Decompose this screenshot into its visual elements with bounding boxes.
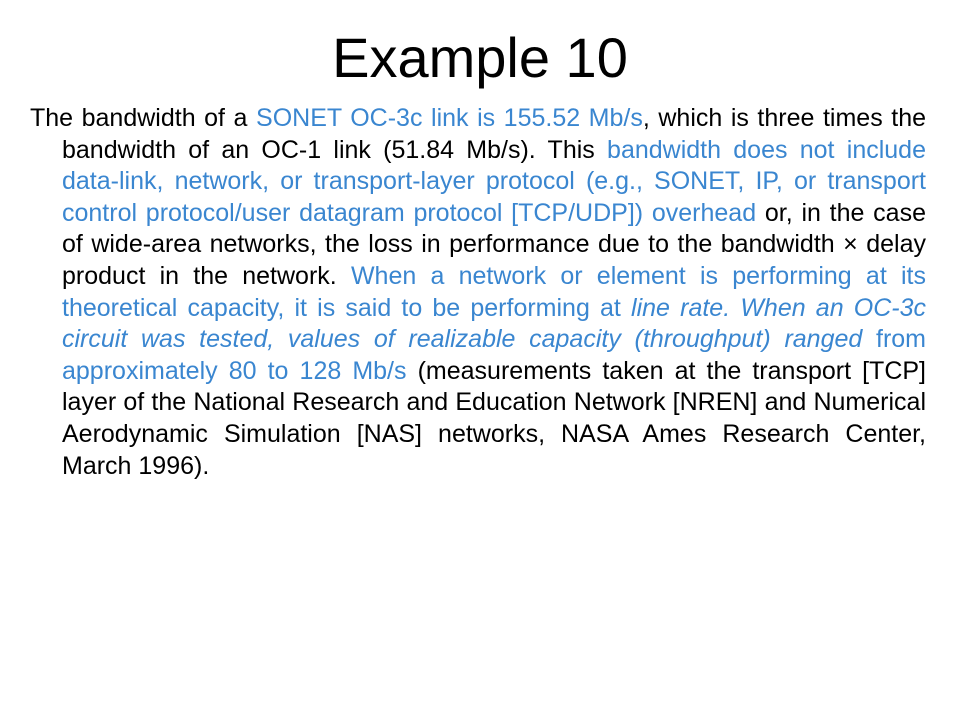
slide-body-paragraph	[30, 103, 926, 482]
body-text-segment: (measurements taken at the transport [TCP] layer of the National Research and Education Network [NREN] and Numerical Aerodynamic Simulation [NAS] networks, NASA Ames Research Center, March 1996).	[62, 356, 926, 480]
body-highlight-segment: SONET OC-3c link is 155.52 Mb/s	[256, 104, 643, 132]
slide-title: Example 10	[332, 26, 628, 89]
body-highlight-segment: bandwidth does not include data-link, network, or transport-layer protocol (e.g., SONET, IP, or transport control protocol/user datagram protocol [TCP/UDP]) overhead	[62, 135, 926, 227]
body-text-segment: or, in the case of wide-area networks, the loss in performance due to the bandwidth × delay product in the network.	[62, 198, 926, 290]
body-highlight-italic-segment: line rate. When an OC-3c circuit was tested, values of realizable capacity (throughput) ranged	[62, 293, 926, 354]
body-highlight-segment: from approximately 80 to 128 Mb/s	[62, 325, 926, 385]
body-text-segment: , which is three times the bandwidth of an OC-1 link (51.84 Mb/s). This	[62, 104, 926, 164]
body-text-segment: The bandwidth of a	[30, 104, 257, 132]
body-highlight-segment: When a network or element is performing at its theoretical capacity, it is said to be performing at	[62, 261, 926, 322]
